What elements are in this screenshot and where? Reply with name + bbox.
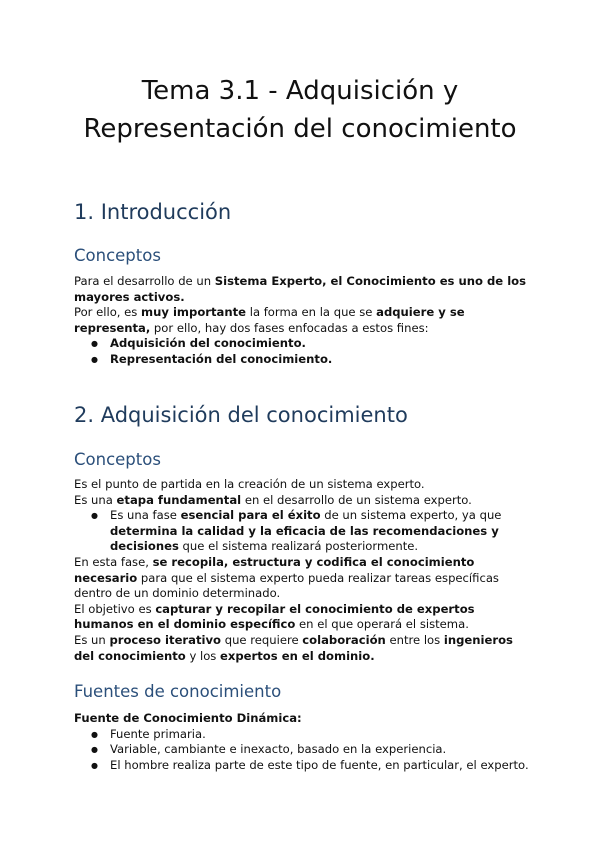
paragraph — [74, 477, 534, 493]
bold-text: Representación del conocimiento. — [110, 351, 333, 366]
list-item — [110, 508, 534, 555]
text-run: Es un — [74, 632, 110, 647]
text-run: Para el desarrollo de un — [74, 274, 215, 288]
list-item — [110, 758, 534, 774]
intro-text-block — [74, 274, 534, 368]
section-heading-adquisicion: 2. Adquisición del conocimiento — [74, 403, 408, 427]
paragraph — [74, 711, 534, 727]
text-run: entre los — [385, 632, 444, 647]
bold-text: expertos en el dominio. — [220, 648, 375, 663]
bullet-list — [74, 336, 534, 367]
bold-text: muy importante — [141, 305, 247, 320]
adquisicion-text-block — [74, 477, 534, 664]
subheading-conceptos-1: Conceptos — [74, 246, 161, 265]
bullet-list — [74, 727, 534, 774]
bold-text: colaboración — [302, 632, 386, 647]
list-item — [110, 742, 534, 758]
text-run: que el sistema realizará posteriormente. — [178, 539, 419, 554]
text-run: Es una — [74, 492, 117, 507]
text-run: Por ello, es — [74, 305, 142, 320]
section-heading-introduccion: 1. Introducción — [74, 200, 232, 224]
paragraph — [74, 274, 534, 305]
text-run: en el desarrollo de un sistema experto. — [241, 492, 472, 507]
text-run: Es el punto de partida en la creación de un sistema experto. — [74, 477, 425, 491]
bold-text: Fuente de Conocimiento Dinámica: — [74, 711, 302, 725]
text-run: la forma en la que se — [246, 305, 377, 320]
title-line-1: Tema 3.1 - Adquisición y — [141, 76, 459, 106]
paragraph — [74, 493, 534, 509]
bold-text: ingenieros del conocimiento — [74, 632, 513, 663]
bold-text: esencial para el éxito — [180, 508, 321, 523]
subheading-conceptos-2: Conceptos — [74, 450, 161, 469]
page-title — [0, 72, 600, 148]
bold-text: Adquisición del conocimiento. — [110, 336, 306, 351]
bold-text: se recopila, estructura y codifica el conocimiento necesario — [74, 554, 475, 585]
text-run: que requiere — [221, 632, 303, 647]
text-run: Fuente primaria. — [110, 726, 206, 741]
bold-text: capturar y recopilar el conocimiento de expertos humanos en el dominio específico — [74, 601, 475, 632]
bold-text: etapa fundamental — [116, 492, 242, 507]
paragraph — [74, 305, 534, 336]
text-run: En esta fase, — [74, 554, 153, 569]
title-line-2: Representación del conocimiento — [83, 114, 517, 144]
bold-text: determina la calidad y la eficacia de las recomendaciones y decisiones — [110, 523, 499, 554]
text-run: Variable, cambiante e inexacto, basado en la experiencia. — [110, 742, 447, 757]
text-run: El hombre realiza parte de este tipo de fuente, en particular, el experto. — [110, 757, 529, 772]
text-run: para que el sistema experto pueda realizar tareas específicas dentro de un dominio determinado. — [74, 570, 499, 601]
list-item — [110, 727, 534, 743]
text-run: de un sistema experto, ya que — [320, 508, 502, 523]
text-run: en el que operará el sistema. — [295, 617, 469, 632]
bold-text: Sistema Experto, el Conocimiento es uno de los mayores activos. — [74, 274, 527, 304]
paragraph — [74, 602, 534, 633]
list-item — [110, 336, 534, 352]
text-run: El objetivo es — [74, 601, 156, 616]
paragraph — [74, 555, 534, 602]
bullet-list — [74, 508, 534, 555]
text-run: y los — [185, 648, 221, 663]
bold-text: adquiere y se representa, — [74, 305, 465, 335]
subheading-fuentes: Fuentes de conocimiento — [74, 682, 282, 701]
fuentes-text-block — [74, 711, 534, 773]
bold-text: proceso iterativo — [109, 632, 222, 647]
list-item — [110, 352, 534, 368]
text-run: Es una fase — [110, 508, 181, 523]
paragraph — [74, 633, 534, 664]
text-run: por ello, hay dos fases enfocadas a estos fines: — [150, 320, 429, 335]
